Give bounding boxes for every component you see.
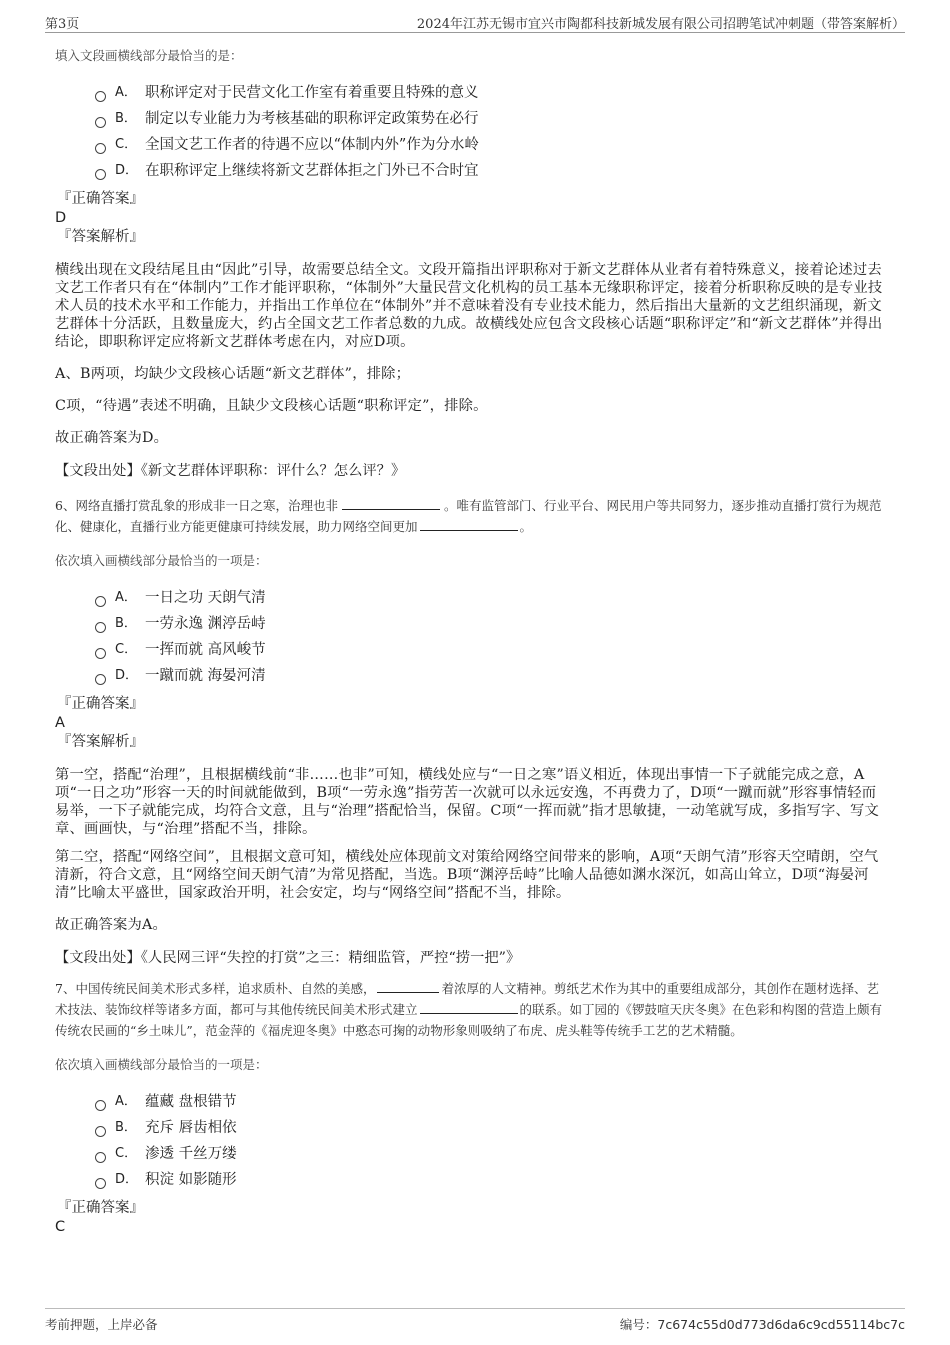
q5-option-c[interactable]: C． 全国文艺工作者的待遇不应以“体制内外”作为分水岭 xyxy=(95,132,890,158)
q6-answer-label: 『正确答案』 xyxy=(57,696,144,712)
q6-option-b[interactable]: B． 一劳永逸 渊渟岳峙 xyxy=(95,611,890,637)
q7-answer: C xyxy=(55,1219,66,1235)
radio-icon[interactable] xyxy=(95,1126,106,1137)
radio-icon[interactable] xyxy=(95,596,106,607)
q7-options xyxy=(95,1089,890,1193)
radio-icon[interactable] xyxy=(95,117,106,128)
q5-option-a[interactable]: A． 职称评定对于民营文化工作室有着重要且特殊的意义 xyxy=(95,80,890,106)
q6-answer: A xyxy=(55,715,65,731)
q5-prompt: 填入文段画横线部分最恰当的是： xyxy=(55,48,243,63)
document-title: 2024年江苏无锡市宜兴市陶都科技新城发展有限公司招聘笔试冲刺题（带答案解析） xyxy=(416,17,905,32)
radio-icon[interactable] xyxy=(95,1178,106,1189)
radio-icon[interactable] xyxy=(95,91,106,102)
q6-source: 【文段出处】《人民网三评“失控的打赏”之三：精细监管，严控“捞一把”》 xyxy=(55,950,521,966)
blank-line xyxy=(420,1000,518,1014)
q7-option-c[interactable]: C． 渗透 千丝万缕 xyxy=(95,1141,890,1167)
q6-option-d[interactable]: D． 一蹴而就 海晏河清 xyxy=(95,663,890,689)
q5-analysis-3: C项，“待遇”表述不明确，且缺少文段核心话题“职称评定”，排除。 xyxy=(55,398,488,414)
q6-prompt: 依次填入画横线部分最恰当的一项是： xyxy=(55,553,268,568)
q6-analysis-3: 故正确答案为A。 xyxy=(55,917,168,933)
radio-icon[interactable] xyxy=(95,622,106,633)
radio-icon[interactable] xyxy=(95,674,106,685)
radio-icon[interactable] xyxy=(95,143,106,154)
blank-line xyxy=(342,496,440,510)
radio-icon[interactable] xyxy=(95,1152,106,1163)
q5-analysis-label: 『答案解析』 xyxy=(57,229,144,245)
q5-analysis-2: A、B两项，均缺少文段核心话题“新文艺群体”，排除； xyxy=(55,366,411,382)
q5-option-b[interactable]: B． 制定以专业能力为考核基础的职称评定政策势在必行 xyxy=(95,106,890,132)
q5-answer: D xyxy=(55,210,67,226)
blank-line xyxy=(377,979,439,993)
radio-icon[interactable] xyxy=(95,169,106,180)
q6-analysis-1: 第一空，搭配“治理”，且根据横线前“非……也非”可知，横线处应与“一日之寒”语义相近，体现出事情一下子就能完成之意，A项“一日之功”形容一天的时间就能做到，B项“一劳永逸”指劳苦一次就可以永远安逸，不再费力了，D项“一蹴而就”形容事情轻而易举，一下子就能完成，均符合文意，且与“治理”搭配恰当，保留。C项“一挥而就”指才思敏捷，一动笔就写成，多指写字、写文章、画画快，与“治理”搭配不当，排除。 xyxy=(55,767,880,837)
q6-analysis-label: 『答案解析』 xyxy=(57,734,144,750)
q5-options xyxy=(95,80,890,184)
q7-option-b[interactable]: B． 充斥 唇齿相依 xyxy=(95,1115,890,1141)
q5-source: 【文段出处】《新文艺群体评职称：评什么？怎么评？》 xyxy=(55,463,406,479)
page-header xyxy=(45,10,905,33)
page-number: 第3页 xyxy=(45,17,80,32)
q5-analysis-4: 故正确答案为D。 xyxy=(55,430,169,446)
q7-stem: 7、中国传统民间美术形式多样，追求质朴、自然的美感， 着浓厚的人文精神。剪纸艺术作为其中的重要组成部分，其创作在题材选择、艺术技法、装饰纹样等诸多方面，都可与其他传统民间美术形式建立 的联系。如丁园的《锣鼓喧天庆冬奥》在色彩和构图的营造上颇有传统农民画的“乡土味儿”，范金萍的《福虎迎冬奥》中憨态可掬的动物形象则吸纳了布虎、虎头鞋等传统手工艺的艺术精髓。 xyxy=(55,981,883,1038)
page-footer xyxy=(45,1308,905,1339)
document-code: 编号：7c674c55d0d773d6da6c9cd55114bc7c xyxy=(619,1317,905,1332)
q7-prompt: 依次填入画横线部分最恰当的一项是： xyxy=(55,1057,268,1072)
q7-answer-label: 『正确答案』 xyxy=(57,1200,144,1216)
radio-icon[interactable] xyxy=(95,648,106,659)
document-body xyxy=(55,46,890,1237)
radio-icon[interactable] xyxy=(95,1100,106,1111)
q6-option-c[interactable]: C． 一挥而就 高风峻节 xyxy=(95,637,890,663)
q6-option-a[interactable]: A． 一日之功 天朗气清 xyxy=(95,585,890,611)
q5-analysis-1: 横线出现在文段结尾且由“因此”引导，故需要总结全文。文段开篇指出评职称对于新文艺群体从业者有着特殊意义，接着论述过去文艺工作者只有在“体制内”工作才能评职称，“体制外”大量民营文化机构的员工基本无缘职称评定，接着分析职称反映的是专业技术人员的技术水平和工作能力，并指出工作单位在“体制外”并不意味着没有专业技术能力，然后指出大量新的文艺组织涌现，新文艺群体十分活跃，且数量庞大，约占全国文艺工作者总数的九成。故横线处应包含文段核心话题“职称评定”和“新文艺群体”并得出结论，即职称评定应将新文艺群体考虑在内，对应D项。 xyxy=(55,262,883,350)
q6-options xyxy=(95,585,890,689)
q6-stem: 6、网络直播打赏乱象的形成非一日之寒，治理也非 。唯有监管部门、行业平台、网民用户等共同努力，逐步推动直播打赏行为规范化、健康化，直播行业方能更健康可持续发展，助力网络空间更加 。 xyxy=(55,498,882,534)
footer-slogan: 考前押题，上岸必备 xyxy=(45,1317,158,1332)
q7-option-a[interactable]: A． 蕴藏 盘根错节 xyxy=(95,1089,890,1115)
blank-line xyxy=(420,517,518,531)
q6-analysis-2: 第二空，搭配“网络空间”，且根据文意可知，横线处应体现前文对策给网络空间带来的影响，A项“天朗气清”形容天空晴朗，空气清新，符合文意，且“网络空间天朗气清”为常见搭配，当选。B项“渊渟岳峙”比喻人品德如渊水深沉，如高山耸立，D项“海晏河清”比喻太平盛世，国家政治开明，社会安定，均与“网络空间”搭配不当，排除。 xyxy=(55,849,879,901)
q7-option-d[interactable]: D． 积淀 如影随形 xyxy=(95,1167,890,1193)
q5-option-d[interactable]: D． 在职称评定上继续将新文艺群体拒之门外已不合时宜 xyxy=(95,158,890,184)
q5-answer-label: 『正确答案』 xyxy=(57,191,144,207)
